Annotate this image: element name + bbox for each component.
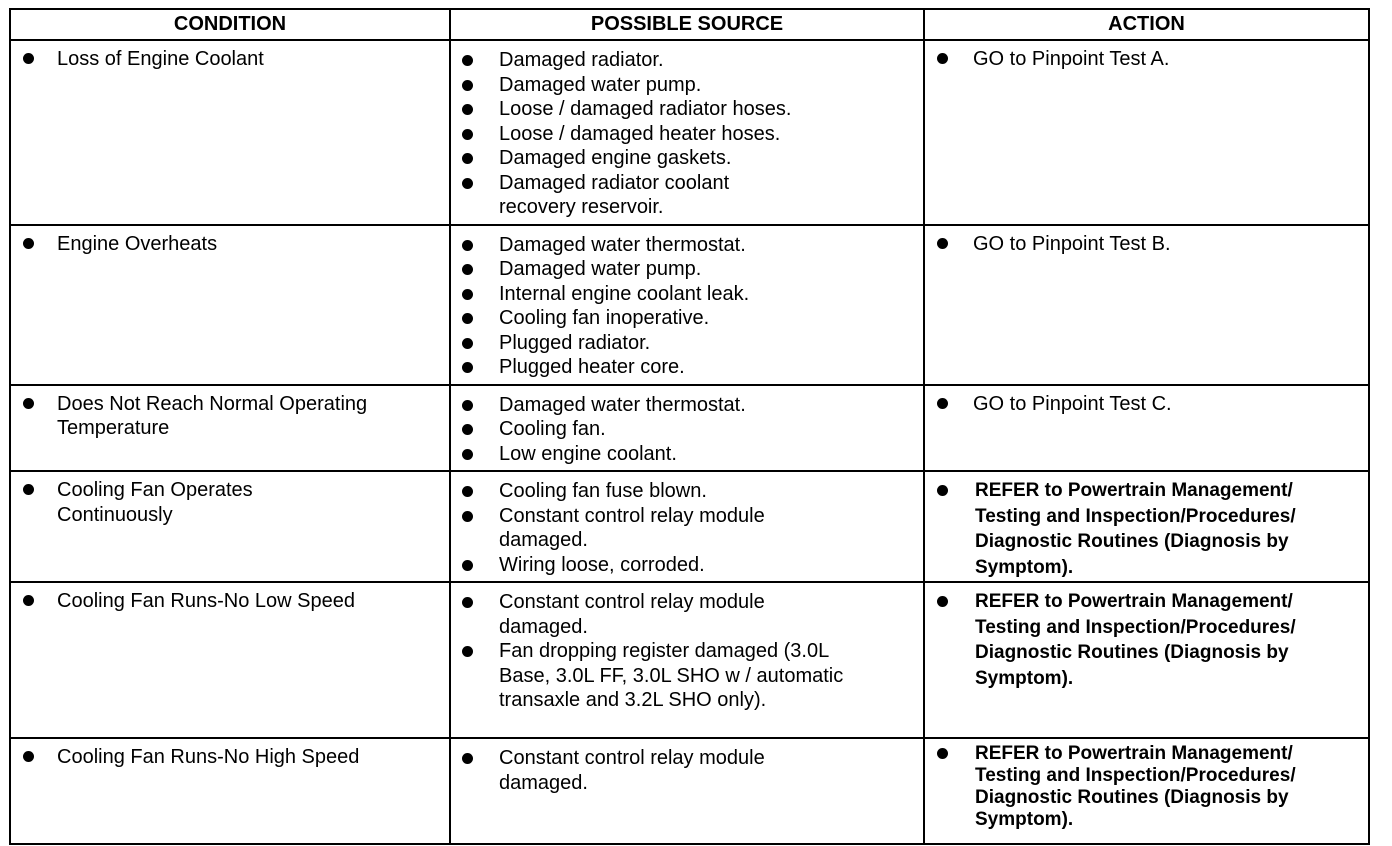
source-item: Constant control relay module damaged. xyxy=(451,590,915,639)
source-cell xyxy=(450,738,924,844)
source-cell xyxy=(450,582,924,738)
source-item: Plugged heater core. xyxy=(451,355,915,380)
source-item: Constant control relay module damaged. xyxy=(451,746,915,795)
source-cell xyxy=(450,385,924,472)
source-item: Damaged water thermostat. xyxy=(451,393,915,418)
source-item: Damaged water thermostat. xyxy=(451,233,915,258)
condition-text: Loss of Engine Coolant xyxy=(11,47,441,72)
diagnosis-table xyxy=(9,8,1370,845)
source-item: Constant control relay module damaged. xyxy=(451,504,915,553)
condition-cell xyxy=(10,582,450,738)
action-cell xyxy=(924,40,1369,225)
source-item: Fan dropping register damaged (3.0L Base, 3.0L FF, 3.0L SHO w / automatic transaxle and 3.2L SHO only). xyxy=(451,639,915,713)
action-text: REFER to Powertrain Management/ Testing and Inspection/Procedures/ Diagnostic Routines (Diagnosis by Symptom). xyxy=(925,743,1360,831)
source-item: Damaged water pump. xyxy=(451,257,915,282)
source-cell xyxy=(450,471,924,582)
source-item: Cooling fan fuse blown. xyxy=(451,479,915,504)
condition-cell xyxy=(10,385,450,472)
condition-text: Cooling Fan Runs-No Low Speed xyxy=(11,589,441,614)
condition-cell xyxy=(10,225,450,385)
condition-cell xyxy=(10,40,450,225)
table-row xyxy=(10,582,1369,738)
action-text: GO to Pinpoint Test C. xyxy=(925,392,1360,417)
action-cell xyxy=(924,582,1369,738)
action-cell xyxy=(924,225,1369,385)
action-text: REFER to Powertrain Management/ Testing and Inspection/Procedures/ Diagnostic Routines (Diagnosis by Symptom). xyxy=(925,478,1360,580)
header-action: ACTION xyxy=(924,9,1369,40)
condition-cell xyxy=(10,471,450,582)
source-item: Loose / damaged radiator hoses. xyxy=(451,97,915,122)
action-text: REFER to Powertrain Management/ Testing and Inspection/Procedures/ Diagnostic Routines (Diagnosis by Symptom). xyxy=(925,589,1360,691)
header-row xyxy=(10,9,1369,40)
action-text: GO to Pinpoint Test B. xyxy=(925,232,1360,257)
header-condition: CONDITION xyxy=(10,9,450,40)
source-item: Plugged radiator. xyxy=(451,331,915,356)
table-row xyxy=(10,471,1369,582)
source-item: Damaged radiator. xyxy=(451,48,915,73)
condition-text: Engine Overheats xyxy=(11,232,441,257)
action-text: GO to Pinpoint Test A. xyxy=(925,47,1360,72)
action-cell xyxy=(924,738,1369,844)
condition-text: Cooling Fan Runs-No High Speed xyxy=(11,745,441,770)
source-item: Loose / damaged heater hoses. xyxy=(451,122,915,147)
source-item: Damaged engine gaskets. xyxy=(451,146,915,171)
source-item: Cooling fan. xyxy=(451,417,915,442)
action-cell xyxy=(924,385,1369,472)
source-item: Damaged radiator coolant recovery reservoir. xyxy=(451,171,915,220)
action-cell xyxy=(924,471,1369,582)
table-row xyxy=(10,40,1369,225)
condition-text: Does Not Reach Normal Operating Temperature xyxy=(11,392,441,441)
condition-cell xyxy=(10,738,450,844)
source-cell xyxy=(450,40,924,225)
source-item: Low engine coolant. xyxy=(451,442,915,467)
header-possible-source: POSSIBLE SOURCE xyxy=(450,9,924,40)
source-item: Damaged water pump. xyxy=(451,73,915,98)
condition-text: Cooling Fan Operates Continuously xyxy=(11,478,441,527)
table-row xyxy=(10,738,1369,844)
source-item: Wiring loose, corroded. xyxy=(451,553,915,578)
table-row xyxy=(10,225,1369,385)
source-cell xyxy=(450,225,924,385)
source-item: Cooling fan inoperative. xyxy=(451,306,915,331)
source-item: Internal engine coolant leak. xyxy=(451,282,915,307)
table-row xyxy=(10,385,1369,472)
